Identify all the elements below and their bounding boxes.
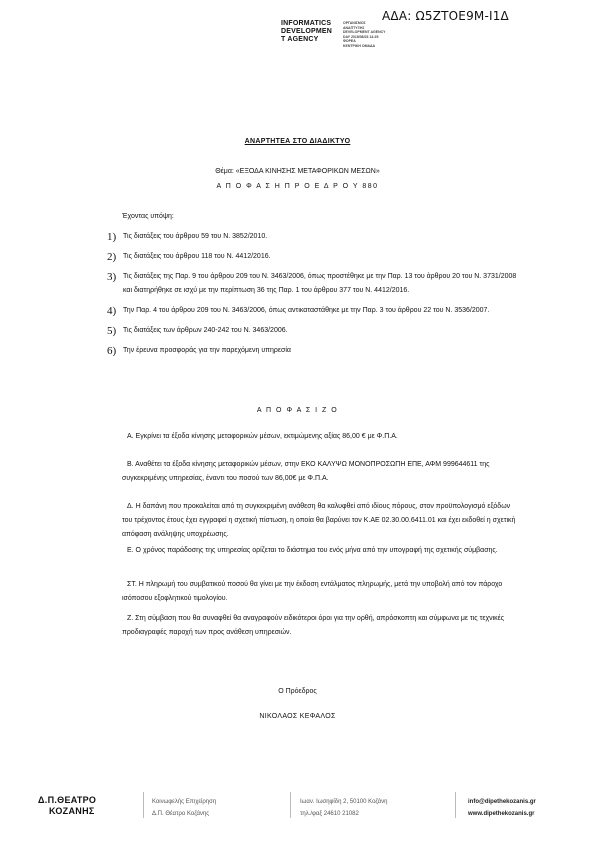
footer-line: Δ.Π. Θέατρο Κοζάνης (152, 811, 210, 817)
footer-organization (152, 796, 216, 820)
list-number: 1) (107, 231, 117, 243)
list-item (107, 230, 520, 244)
list-item (107, 270, 520, 298)
clause-z (122, 612, 519, 640)
clause-b (122, 458, 519, 486)
list-text: Τις διατάξεις των άρθρων 240-242 του Ν. 3463/2006. (123, 327, 288, 334)
theatre-logo (38, 795, 96, 817)
theatre-logo-line1: Δ.Π.ΘΕΑΤΡΟ (38, 795, 97, 805)
clause-d (122, 500, 519, 542)
footer-divider (143, 792, 144, 818)
logo-line: T AGENCY (281, 36, 319, 43)
footer-divider (455, 792, 456, 818)
logo-sub-text (343, 20, 387, 49)
footer-line: τηλ./φαξ 24610 21082 (300, 811, 359, 817)
footer-email-link[interactable]: info@dipethekozanis.gr (468, 799, 536, 805)
logo-sub-line: ΦΟΡΕΑ (343, 39, 356, 44)
clause-text: Δ. Η δαπάνη που προκαλείται από τη συγκεκριμένη ανάθεση θα καλυφθεί από ιδίους πόρους, στον προϋπολογισμό εξόδων του τρέχοντος έτους έχει εγγραφεί η σχετική πίστωση, η οποία θα βαρύνει τον Κ.ΑΕ 02.30.00.6411.01 και έχει εκδοθεί η σχετική απόφαση ανάληψης υποχρέωσης. (122, 503, 516, 538)
logo-line: DEVELOPMEN (281, 28, 333, 35)
signatory-name: ΝΙΚΟΛΑΟΣ ΚΕΦΑΛΟΣ (259, 713, 336, 720)
list-text: Τις διατάξεις του άρθρου 118 του Ν. 4412/2016. (123, 253, 271, 260)
list-number: 3) (107, 271, 117, 283)
clause-text: Β. Αναθέτει τα έξοδα κίνησης μεταφορικών μέσων, στην ΕΚΟ ΚΑΛΥΨΩ ΜΟΝΟΠΡΟΣΩΠΗ ΕΠΕ, ΑΦΜ 999644611 της συγκεκριμένης υπηρεσίας, έναντι του ποσού των 86,00€ με Φ.Π.Α. (122, 461, 490, 482)
clause-a (122, 430, 519, 444)
footer-contact (468, 796, 536, 820)
page-footer (0, 788, 595, 828)
list-item (107, 324, 520, 338)
considerations-intro: Έχοντας υπόψη: (122, 213, 174, 220)
agency-logo (281, 20, 387, 49)
theatre-logo-line2: ΚΟΖΑΝΗΣ (49, 806, 95, 816)
list-text: Την Παρ. 4 του άρθρου 209 του Ν. 3463/2006, όπως αντικαταστάθηκε με την Παρ. 3 του άρθρου 22 του Ν. 3536/2007. (123, 307, 490, 314)
list-text: Την έρευνα προσφοράς για την παρεχόμενη υπηρεσία (123, 347, 291, 354)
clause-st (122, 578, 519, 606)
clause-e (122, 544, 519, 558)
logo-sub-line: ΟΡΓΑΝΙΣΜΟΣ (343, 21, 366, 25)
considerations-list (107, 230, 520, 364)
posting-title: ΑΝΑΡΤΗΤΕΑ ΣΤΟ ΔΙΑΔΙΚΤΥΟ (244, 138, 351, 145)
logo-sub-line: DAY 2018/08/23 14:25 (343, 34, 379, 39)
list-item (107, 304, 520, 318)
clause-text: Ε. Ο χρόνος παράδοσης της υπηρεσίας ορίζεται το διάστημα του ενός μήνα από την υπογραφή της σχετικής σύμβασης. (127, 547, 498, 554)
footer-divider (290, 792, 291, 818)
logo-sub-line: ΑΝΑΠΤΥΞΗΣ (343, 25, 365, 30)
footer-line: Κοινωφελής Επιχείρηση (152, 799, 217, 805)
ada-code: ΑΔΑ: Ω5ΖΤΟΕ9Μ-Ι1Δ (382, 9, 509, 23)
logo-main-text (281, 20, 337, 49)
list-number: 4) (107, 305, 117, 317)
list-item (107, 250, 520, 264)
footer-address (300, 796, 387, 820)
list-text: Τις διατάξεις του άρθρου 59 του Ν. 3852/2010. (123, 233, 268, 240)
decision-heading: Α Π Ο Φ Α Σ Η Π Ρ Ο Ε Δ Ρ Ο Υ 880 (216, 183, 379, 190)
list-number: 5) (107, 325, 117, 337)
footer-line: Ιωαν. Ιωσηφίδη 2, 50100 Κοζάνη (300, 799, 388, 805)
list-number: 2) (107, 251, 117, 263)
logo-sub-line: ΚΕΝΤΡΙΚΗ ΟΜΑΔΑ (343, 43, 376, 48)
clause-text: ΣΤ. Η πληρωμή του συμβατικού ποσού θα γίνει με την έκδοση εντάλματος πληρωμής, μετά την υποβολή από τον πάροχο ισόποσου εξοφλητικού τιμολογίου. (122, 581, 503, 602)
decide-heading: Α Π Ο Φ Α Σ Ι Ζ Ο (256, 407, 339, 414)
signatory-role: Ο Πρόεδρος (278, 688, 317, 695)
list-text: Τις διατάξεις της Παρ. 9 του άρθρου 209 του Ν. 3463/2006, όπως προστέθηκε με την Παρ. 13 του άρθρου 20 του Ν. 3731/2008 και διατηρήθηκε σε ισχύ με την περίπτωση 36 της Παρ. 1 του άρθρου 377 του Ν. 4412/2016. (123, 273, 517, 294)
list-number: 6) (107, 345, 117, 357)
footer-website-link[interactable]: www.dipethekozanis.gr (468, 811, 535, 817)
clause-text: Α. Εγκρίνει τα έξοδα κίνησης μεταφορικών μέσων, εκτιμώμενης αξίας 86,00 € με Φ.Π.Α. (127, 433, 398, 440)
logo-sub-line: DEVELOPMENT AGENCY (343, 30, 386, 35)
logo-line: INFORMATICS (281, 20, 332, 27)
list-item (107, 344, 520, 358)
document-subject: Θέμα: «ΕΞΟΔΑ ΚΙΝΗΣΗΣ ΜΕΤΑΦΟΡΙΚΩΝ ΜΕΣΩΝ» (215, 168, 380, 175)
clause-text: Ζ. Στη σύμβαση που θα συναφθεί θα αναγραφούν ειδικότεροι όροι για την ορθή, απρόσκοπτη και σύμφωνα με τις τεχνικές προδιαγραφές παροχή των προς ανάθεση υπηρεσιών. (122, 615, 505, 636)
